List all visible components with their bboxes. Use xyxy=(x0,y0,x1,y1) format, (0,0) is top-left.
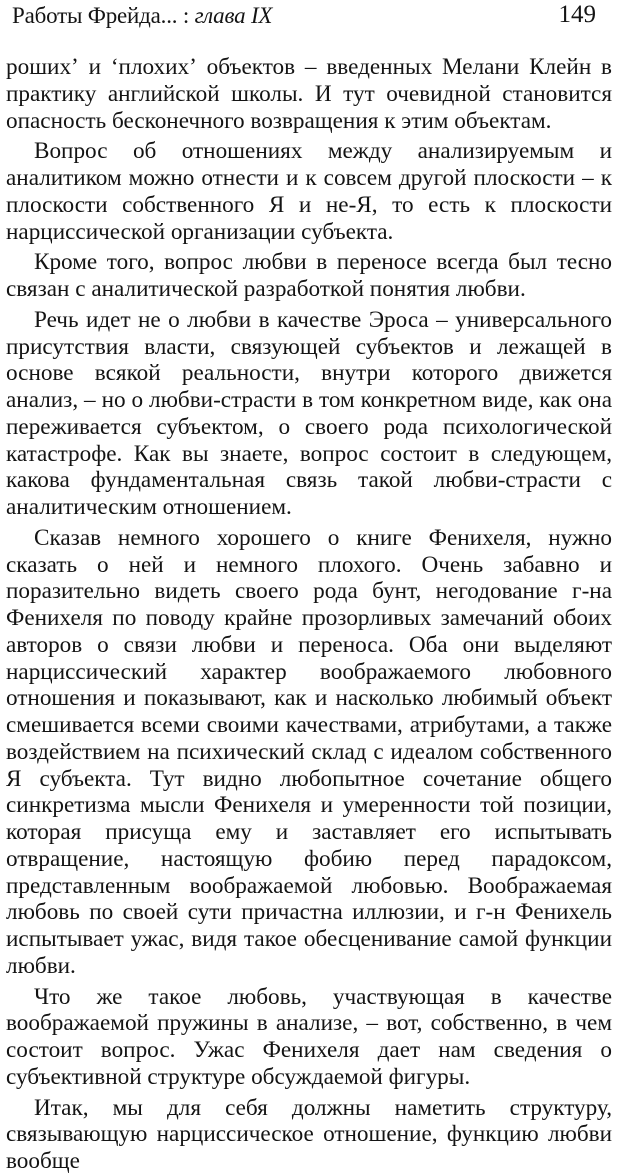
chapter-label: глава IX xyxy=(194,3,273,28)
paragraph: Сказав немного хорошего о книге Фенихеля, нужно сказать о ней и немного плохого. Очень забавно и поразительно видеть своего рода бунт, негодование г-на Фенихеля по поводу крайне прозорливых замечаний обоих авторов о связи любви и переноса. Оба они выделяют нарциссический характер воображаемого любовного отношения и показывают, как и насколько любимый объект смешивается всеми своими качествами, атрибутами, а также воздействием на психический склад с идеалом собственного Я субъекта. Тут видно любопытное сочетание общего синкретизма мысли Фенихеля и умеренности той позиции, которая присуща ему и заставляет его испытывать отвращение, настоящую фобию перед парадоксом, представленным воображаемой любовью. Воображаемая любовь по своей сути причастна иллюзии, и г-н Фенихель испытывает ужас, видя такое обесценивание самой функции любви. xyxy=(6,524,612,979)
page-number: 149 xyxy=(558,1,596,28)
running-title-text: Работы Фрейда... : xyxy=(12,3,195,28)
paragraph: Речь идет не о любви в качестве Эроса – универсального присутствия власти, связующей субъектов и лежащей в основе всякой реальности, внутри которого движется анализ, – но о любви-страсти в том конкретном виде, как она переживается субъектом, о своего рода психологической катастрофе. Как вы знаете, вопрос состоит в следующем, какова фундаментальная связь такой любви-страсти с аналитическим отношением. xyxy=(6,306,612,520)
body-text xyxy=(6,54,612,1175)
paragraph: Что же такое любовь, участвующая в качестве воображаемой пружины в анализе, – вот, собственно, в чем состоит вопрос. Ужас Фенихеля дает нам сведения о субъективной структуре обсуждаемой фигуры. xyxy=(6,983,612,1090)
paragraph-continued: рошихʼ и ʻплохихʼ объектов – введенных Мелани Клейн в практику английской школы. И тут очевидной становится опасность бесконечного возвращения к этим объектам. xyxy=(6,54,612,134)
paragraph: Кроме того, вопрос любви в переносе всегда был тесно связан с аналитической разработкой понятия любви. xyxy=(6,249,612,302)
paragraph-continues: Итак, мы для себя должны наметить структуру, связывающую нарциссическое отношение, функцию любви вообще xyxy=(6,1094,612,1174)
running-title xyxy=(12,2,272,30)
running-header xyxy=(6,0,614,40)
paragraph: Вопрос об отношениях между анализируемым и аналитиком можно отнести и к совсем другой плоскости – к плоскости собственного Я и не-Я, то есть к плоскости нарциссической организации субъекта. xyxy=(6,138,612,245)
